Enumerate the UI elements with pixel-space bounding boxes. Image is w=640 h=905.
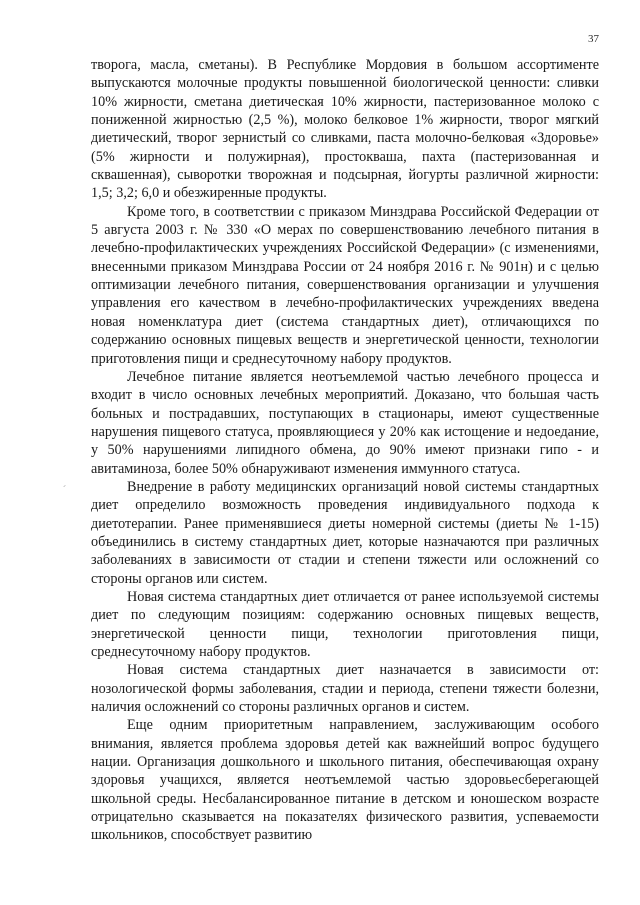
paragraph-new-system-differences: Новая система стандартных диет отличается от ранее используемой системы диет по следующим позициям: содержанию основных пищевых веществ, энергетической ценности пищи, технологии приготовления пищи, среднесуточному набору продуктов. (91, 588, 599, 660)
paragraph-therapeutic-nutrition: Лечебное питание является неотъемлемой частью лечебного процесса и входит в число основных лечебных мероприятий. Доказано, что большая часть больных и пострадавших, поступающих в стационары, имеют существенные нарушения пищевого статуса, проявляющиеся у 20% как истощение и недоедание, у 50% нарушениями липидного обмена, до 90% имеют признаки гипо - и авитаминоза, более 50% обнаруживают изменения иммунного статуса. (91, 368, 599, 477)
margin-mark: ´ (62, 484, 66, 496)
paragraph-dairy-products: творога, масла, сметаны). В Республике Мордовия в большом ассортименте выпускаются молочные продукты повышенной биологической ценности: сливки 10% жирности, сметана диетическая 10% жирности, пастеризованное молоко с пониженной жирностью (2,5 %), молоко белковое 1% жирности, творог мягкий диетический, творог зернистый со сливками, паста молочно-белковая «Здоровье» (5% жирности и полужирная), простокваша, пахта (пастеризованная и сквашенная), сыворотки творожная и подсырная, йогурты различной жирности: 1,5; 3,2; 6,0 и обезжиренные продукты. (91, 57, 599, 202)
paragraph-standard-diets-introduction: Внедрение в работу медицинских организаций новой системы стандартных диет определило возможность проведения индивидуального подхода к диетотерапии. Ранее применявшиеся диеты номерной системы (диеты № 1-15) объединились в систему стандартных диет, которые назначаются при различных заболеваниях в зависимости от стадии и степени тяжести или осложнений со стороны органов или систем. (91, 478, 599, 587)
paragraph-child-health: Еще одним приоритетным направлением, заслуживающим особого внимания, является проблема здоровья детей как важнейший вопрос будущего нации. Организация дошкольного и школьного питания, обеспечивающая охрану здоровья учащихся, является неотъемлемой частью здоровьесберегающей школьной среды. Несбалансированное питание в детском и юношеском возрасте отрицательно сказывается на показателях физического развития, успеваемости школьников, способствует развитию (91, 717, 599, 844)
paragraph-diet-prescription: Новая система стандартных диет назначается в зависимости от: нозологической формы заболевания, стадии и периода, степени тяжести болезни, наличия осложнений со стороны различных органов и систем. (91, 662, 599, 716)
document-body (91, 56, 599, 845)
page-number: 37 (588, 33, 599, 45)
paragraph-ministry-order: Кроме того, в соответствии с приказом Минздрава Российской Федерации от 5 августа 2003 г. № 330 «О мерах по совершенствованию лечебного питания в лечебно-профилактических учреждениях Российской Федерации» (с изменениями, внесенными приказом Минздрава России от 24 ноября 2016 г. № 901н) и с целью оптимизации лечебного питания, совершенствования организации и улучшения управления его качеством в лечебно-профилактических учреждениях введена новая номенклатура диет (система стандартных диет), отличающихся по содержанию основных пищевых веществ и энергетической ценности, технологии приготовления пищи и среднесуточному набору продуктов. (91, 203, 599, 367)
